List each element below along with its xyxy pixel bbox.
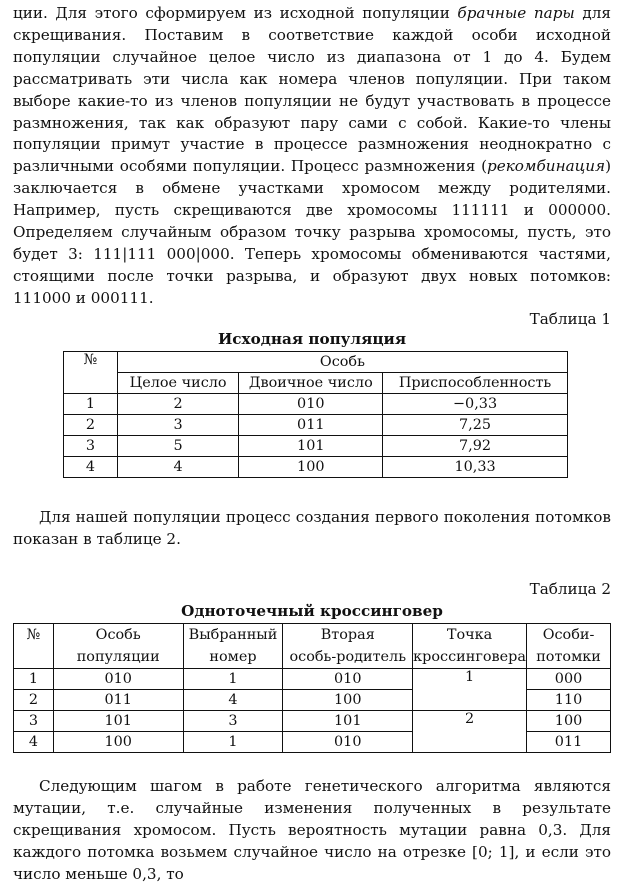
p1-emphasis-pairs: брачные пары	[457, 4, 575, 22]
cell: 2	[14, 690, 54, 711]
hdr-line: Вторая	[320, 627, 375, 643]
table1-header-binary: Двоичное число	[239, 373, 383, 394]
cell: 7,25	[383, 415, 568, 436]
cell: 3	[183, 711, 283, 732]
p1-text-b: для скрещивания. Поставим в соответствие каждой особи исходной популяции случайное целое число из диапазона от 1 до 4. Будем рассматривать эти числа как номера членов популяции. При таком выборе какие-то из членов популяции не будут участвовать в процессе размножения, так как образуют пару сами с собой. Какие-то члены популяции примут участие в процессе размножения неоднократно с различными особями популяции. Процесс размножения (	[13, 4, 611, 176]
cell: 100	[239, 457, 383, 478]
table2-caption: Одноточечный кроссинговер	[181, 602, 443, 620]
hdr-line: кроссинговера	[413, 649, 526, 665]
cell: 4	[64, 457, 118, 478]
p1-text-c: ) заключается в обмене участками хромосом между родителями. Например, пусть скрещиваются две хромосомы 111111 и 000000. Определяем случайным образом точку разрыва хромосомы, пусть, это будет 3: 111|111 000|000. Теперь хромосомы обмениваются частями, стоящими после точки разрыва, и образуют двух новых потомков: 111000 и 000111.	[13, 157, 611, 307]
table-row	[64, 457, 568, 478]
hdr-line: потомки	[536, 649, 601, 665]
cell: 5	[117, 436, 239, 457]
cell: 101	[53, 711, 183, 732]
table2-label: Таблица 2	[529, 580, 611, 598]
hdr-line: Точка	[446, 627, 493, 643]
cell: 101	[283, 711, 413, 732]
cell: 2	[64, 415, 118, 436]
cell: 1	[183, 732, 283, 753]
cell: 000	[527, 669, 611, 690]
table1-header-number: №	[64, 352, 118, 394]
cell: 100	[527, 711, 611, 732]
table-row	[64, 415, 568, 436]
cell: −0,33	[383, 394, 568, 415]
cell-crossover-point: 2	[413, 711, 527, 753]
cell: 4	[117, 457, 239, 478]
table1-caption: Исходная популяция	[217, 330, 407, 348]
cell: 010	[283, 669, 413, 690]
cell: 100	[283, 690, 413, 711]
cell: 011	[527, 732, 611, 753]
table2-header-selected	[183, 624, 283, 669]
table-single-point-crossover	[13, 623, 611, 753]
p1-text-a: ции. Для этого сформируем из исходной популяции	[13, 4, 458, 22]
hdr-line: популяции	[76, 649, 160, 665]
p1-emphasis-recombination: рекомбинация	[487, 157, 606, 176]
hdr-line: Выбранный	[188, 627, 278, 643]
table-initial-population	[63, 351, 568, 478]
paragraph-recombination	[13, 3, 611, 310]
table-row	[14, 711, 611, 732]
cell: 3	[64, 436, 118, 457]
table2-header-second-parent	[283, 624, 413, 669]
hdr-line: Особь	[95, 627, 141, 643]
table-row	[64, 394, 568, 415]
cell: 3	[14, 711, 54, 732]
hdr-line: Особи-	[542, 627, 595, 643]
cell: 010	[53, 669, 183, 690]
cell: 3	[117, 415, 239, 436]
table2-header-offspring	[527, 624, 611, 669]
cell: 010	[239, 394, 383, 415]
table2-header-population	[53, 624, 183, 669]
cell: 010	[283, 732, 413, 753]
table1-header-individual: Особь	[117, 352, 567, 373]
table1-header-integer: Целое число	[117, 373, 239, 394]
cell-crossover-point: 1	[413, 669, 527, 711]
paragraph-mutation: Следующим шагом в работе генетического алгоритма являются мутации, т.е. случайные изменения полученных в результате скрещивания хромосом. Пусть вероятность мутации равна 0,3. Для каждого потомка возьмем случайное число на отрезке [0; 1], и если это число меньше 0,3, то	[13, 777, 611, 883]
table1-label: Таблица 1	[529, 310, 611, 328]
cell: 1	[14, 669, 54, 690]
cell: 110	[527, 690, 611, 711]
cell: 10,33	[383, 457, 568, 478]
cell: 011	[53, 690, 183, 711]
table1-header-fitness: Приспособленность	[383, 373, 568, 394]
table2-header-number: №	[14, 624, 54, 669]
table-row	[64, 436, 568, 457]
cell: 7,92	[383, 436, 568, 457]
cell: 4	[14, 732, 54, 753]
paragraph-table2-intro: Для нашей популяции процесс создания первого поколения потомков показан в таблице 2.	[13, 508, 611, 548]
cell: 1	[64, 394, 118, 415]
hdr-line: особь-родитель	[289, 649, 407, 665]
hdr-line: номер	[209, 649, 257, 665]
cell: 1	[183, 669, 283, 690]
table2-header-crossover-point	[413, 624, 527, 669]
table-row	[14, 669, 611, 690]
cell: 011	[239, 415, 383, 436]
cell: 4	[183, 690, 283, 711]
cell: 100	[53, 732, 183, 753]
cell: 101	[239, 436, 383, 457]
cell: 2	[117, 394, 239, 415]
